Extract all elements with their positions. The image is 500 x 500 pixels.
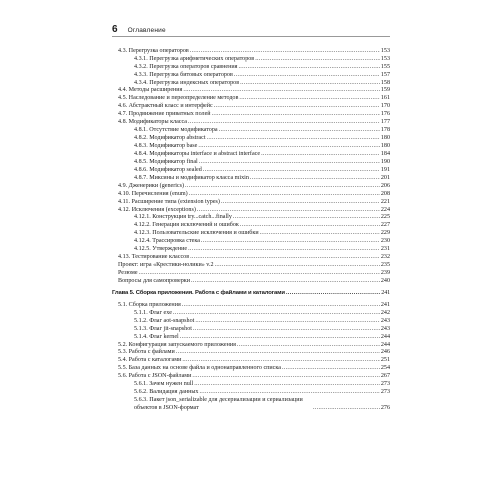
- toc-entry-title: 4.8.4. Модификаторы interface и abstract interface: [134, 150, 261, 157]
- toc-entry[interactable]: [112, 127, 390, 135]
- toc-entry-title: 5.1. Сборка приложения: [118, 301, 181, 308]
- toc-entry-title: Глава 5. Сборка приложения. Работа с файлами и каталогами: [112, 289, 285, 296]
- toc-entry[interactable]: [112, 159, 390, 167]
- toc-entry-title: 4.5. Наследование и переопределение методов: [118, 95, 239, 102]
- dot-leader: [240, 80, 380, 88]
- toc-entry-title: 5.1.1. Флаг exe: [134, 309, 172, 316]
- toc-entry-page: 240: [380, 277, 390, 284]
- toc-entry-title: 5.6.3. Пакет json_serializable для десериализации и сериализации объектов в JSON-формат: [134, 397, 303, 412]
- toc-entry[interactable]: [112, 230, 390, 238]
- toc-entry-title: 5.6.2. Валидация данных: [134, 389, 199, 396]
- toc-entry-page: 246: [380, 349, 390, 356]
- toc-entry-page: 231: [380, 246, 390, 253]
- toc-entry-page: 243: [380, 317, 390, 324]
- header-divider: [112, 36, 390, 37]
- dot-leader: [201, 238, 380, 246]
- toc-entry-page: 153: [380, 55, 390, 62]
- dot-leader: [286, 290, 380, 298]
- toc-entry-title: 4.12.4. Трассировка стека: [134, 238, 200, 245]
- dot-leader: [188, 119, 380, 127]
- toc-entry-title: 4.7. Продвижение приватных полей: [118, 111, 211, 118]
- toc-entry-page: 224: [380, 206, 390, 213]
- dot-leader: [182, 302, 380, 310]
- toc-entry[interactable]: [112, 119, 390, 127]
- toc-entry-page: 184: [380, 150, 390, 157]
- dot-leader: [250, 175, 380, 183]
- dot-leader: [191, 278, 380, 286]
- dot-leader: [215, 262, 380, 270]
- toc-entry[interactable]: [112, 175, 390, 183]
- toc-entry-title: 4.9. Дженерики (generics): [118, 182, 185, 189]
- toc-entry-page: 243: [380, 325, 390, 332]
- toc-entry[interactable]: [112, 135, 390, 143]
- toc-entry-page: 244: [380, 341, 390, 348]
- toc-entry-title: 5.1.2. Флаг aot-snapshot: [134, 317, 195, 324]
- toc-entry-page: 276: [380, 405, 390, 412]
- toc-entry[interactable]: [112, 72, 390, 80]
- toc-entry-title: 5.3. Работа с файлами: [118, 349, 175, 356]
- toc-entry-title: 4.12.2. Генерация исключений и ошибок: [134, 222, 239, 229]
- toc-entry-title: Резюме: [118, 270, 138, 277]
- toc-entry-page: 170: [380, 103, 390, 110]
- toc-entry-title: 4.12. Исключения (exceptions): [118, 206, 196, 213]
- toc-entry[interactable]: [112, 80, 390, 88]
- toc-entry-page: 221: [380, 198, 390, 205]
- dot-leader: [189, 191, 380, 199]
- toc-entry[interactable]: [112, 310, 390, 318]
- toc-entry[interactable]: [112, 334, 390, 342]
- toc-entry-title: 4.3.3. Перегрузка битовых операторов: [134, 71, 233, 78]
- dot-leader: [199, 159, 380, 167]
- toc-entry-title: 5.4. Работа с каталогами: [118, 357, 182, 364]
- toc-entry[interactable]: [112, 373, 390, 381]
- toc-entry-page: 153: [380, 47, 390, 54]
- toc-entry-page: 208: [380, 190, 390, 197]
- toc-entry-title: 4.3. Перегрузка операторов: [118, 47, 189, 54]
- toc-entry-page: 229: [380, 230, 390, 237]
- toc-entry[interactable]: [112, 278, 390, 286]
- toc-entry[interactable]: [112, 246, 390, 254]
- dot-leader: [282, 365, 380, 373]
- dot-leader: [212, 111, 380, 119]
- dot-leader: [260, 230, 380, 238]
- dot-leader: [207, 135, 380, 143]
- toc-entry-page: 227: [380, 222, 390, 229]
- dot-leader: [261, 151, 380, 159]
- toc-entry[interactable]: [112, 191, 390, 199]
- running-title: Оглавление: [127, 27, 166, 34]
- dot-leader: [239, 95, 379, 103]
- toc-entry-title: 4.8. Модификаторы класса: [118, 119, 187, 126]
- toc-entry-title: 4.3.1. Перегрузка арифметических операторов: [134, 55, 255, 62]
- dot-leader: [180, 334, 380, 342]
- dot-leader: [195, 318, 380, 326]
- toc-entry-title: 5.5. База данных на основе файла и однонаправленного списка: [118, 365, 281, 372]
- dot-leader: [199, 389, 379, 397]
- toc-entry[interactable]: [112, 183, 390, 191]
- dot-leader: [234, 72, 380, 80]
- dot-leader: [190, 48, 380, 56]
- dot-leader: [176, 349, 380, 357]
- dot-leader: [192, 373, 379, 381]
- toc-entry-page: 180: [380, 135, 390, 142]
- toc-entry-title: 4.6. Абстрактный класс и интерфейс: [118, 103, 213, 110]
- toc-entry-page: 235: [380, 262, 390, 269]
- toc-entry[interactable]: [112, 56, 390, 64]
- toc-entry[interactable]: [112, 262, 390, 270]
- toc-entry-page: 273: [380, 381, 390, 388]
- toc-entry[interactable]: [112, 64, 390, 72]
- toc-entry-title: 4.10. Перечисления (enum): [118, 190, 188, 197]
- toc-entry-title: 4.12.1. Конструкция try...catch...finally: [134, 214, 232, 221]
- toc-entry-page: 161: [380, 95, 390, 102]
- toc-entry-page: 190: [380, 158, 390, 165]
- page-header: [112, 24, 166, 35]
- toc-entry[interactable]: [112, 302, 390, 310]
- dot-leader: [237, 342, 380, 350]
- toc-entry-page: 191: [380, 166, 390, 173]
- dot-leader: [173, 310, 380, 318]
- toc-entry-title: 5.6.1. Зачем нужен null: [134, 381, 194, 388]
- toc-entry-title: 4.3.4. Перегрузка индексных операторов: [134, 79, 240, 86]
- toc-entry-page: 176: [380, 111, 390, 118]
- dot-leader: [221, 199, 380, 207]
- toc-entry-page: 201: [380, 174, 390, 181]
- toc-entry[interactable]: [112, 270, 390, 278]
- toc-entry-title: 4.8.3. Модификатор base: [134, 143, 198, 150]
- toc-entry-title: 5.1.3. Флаг jit-snapshot: [134, 325, 192, 332]
- toc-entry[interactable]: [112, 381, 390, 389]
- toc-entry[interactable]: [112, 143, 390, 151]
- toc-chapter-entry[interactable]: [112, 286, 390, 302]
- toc-entry-page: 244: [380, 333, 390, 340]
- dot-leader: [214, 103, 380, 111]
- toc-entry[interactable]: [112, 87, 390, 95]
- toc-entry-title: 4.8.5. Модификатор final: [134, 158, 198, 165]
- dot-leader: [219, 127, 380, 135]
- dot-leader: [203, 167, 380, 175]
- toc-entry[interactable]: [112, 238, 390, 246]
- toc-entry-page: 254: [380, 365, 390, 372]
- toc-entry-title: 4.11. Расширение типа (extension types): [118, 198, 220, 205]
- dot-leader: [313, 405, 380, 413]
- toc-entry-title: 4.12.5. Утверждение: [134, 246, 188, 253]
- dot-leader: [233, 214, 380, 222]
- toc-entry-title: 5.6. Работа с JSON-файлами: [118, 373, 192, 380]
- toc-entry-page: 239: [380, 270, 390, 277]
- toc-entry-page: 155: [380, 63, 390, 70]
- toc-entry-title: 5.2. Конфигурация запускаемого приложения: [118, 341, 236, 348]
- toc-entry[interactable]: [112, 389, 390, 397]
- toc-entry-page: 180: [380, 143, 390, 150]
- dot-leader: [255, 56, 380, 64]
- toc-entry-page: 251: [380, 357, 390, 364]
- toc-entry-title: Проект: игра «Крестики-нолики» v.2: [118, 262, 214, 269]
- dot-leader: [194, 381, 380, 389]
- table-of-contents: [112, 48, 390, 413]
- page-number: 6: [112, 24, 118, 35]
- toc-entry-page: 267: [380, 373, 390, 380]
- toc-entry-title: 4.8.2. Модификатор abstract: [134, 135, 206, 142]
- toc-entry-title: 5.1.4. Флаг kernel: [134, 333, 179, 340]
- toc-entry-page: 157: [380, 71, 390, 78]
- toc-entry-title: 4.12.3. Пользовательские исключения и ошибки: [134, 230, 259, 237]
- toc-entry-title: 4.8.7. Миксины и модификатор класса mixin: [134, 174, 249, 181]
- dot-leader: [198, 143, 379, 151]
- toc-entry[interactable]: [112, 254, 390, 262]
- toc-entry-page: 232: [380, 254, 390, 261]
- toc-entry-page: 159: [380, 87, 390, 94]
- toc-entry-title: 4.13. Тестирование классов: [118, 254, 190, 261]
- dot-leader: [185, 183, 380, 191]
- toc-entry[interactable]: [112, 151, 390, 159]
- toc-entry-title: 4.8.1. Отсутствие модификатора: [134, 127, 218, 134]
- toc-entry-page: 158: [380, 79, 390, 86]
- dot-leader: [188, 246, 380, 254]
- dot-leader: [193, 326, 380, 334]
- toc-entry-page: 242: [380, 309, 390, 316]
- toc-entry-title: Вопросы для самопроверки: [118, 277, 190, 284]
- toc-entry[interactable]: [112, 199, 390, 207]
- dot-leader: [183, 87, 379, 95]
- dot-leader: [190, 254, 380, 262]
- toc-entry[interactable]: [112, 48, 390, 56]
- toc-entry[interactable]: [112, 318, 390, 326]
- toc-entry-page: 241: [380, 301, 390, 308]
- dot-leader: [139, 270, 380, 278]
- dot-leader: [238, 64, 379, 72]
- toc-entry[interactable]: [112, 397, 390, 413]
- toc-entry[interactable]: [112, 326, 390, 334]
- toc-entry-page: 273: [380, 389, 390, 396]
- toc-entry-title: 4.3.2. Перегрузка операторов сравнения: [134, 63, 238, 70]
- toc-entry-page: 206: [380, 182, 390, 189]
- toc-entry-title: 4.8.6. Модификатор sealed: [134, 166, 202, 173]
- toc-entry-title: 4.4. Методы расширения: [118, 87, 183, 94]
- toc-entry-page: 241: [381, 289, 390, 296]
- toc-entry-page: 177: [380, 119, 390, 126]
- toc-entry-page: 230: [380, 238, 390, 245]
- toc-entry[interactable]: [112, 167, 390, 175]
- dot-leader: [240, 222, 380, 230]
- toc-entry-page: 225: [380, 214, 390, 221]
- toc-entry-page: 178: [380, 127, 390, 134]
